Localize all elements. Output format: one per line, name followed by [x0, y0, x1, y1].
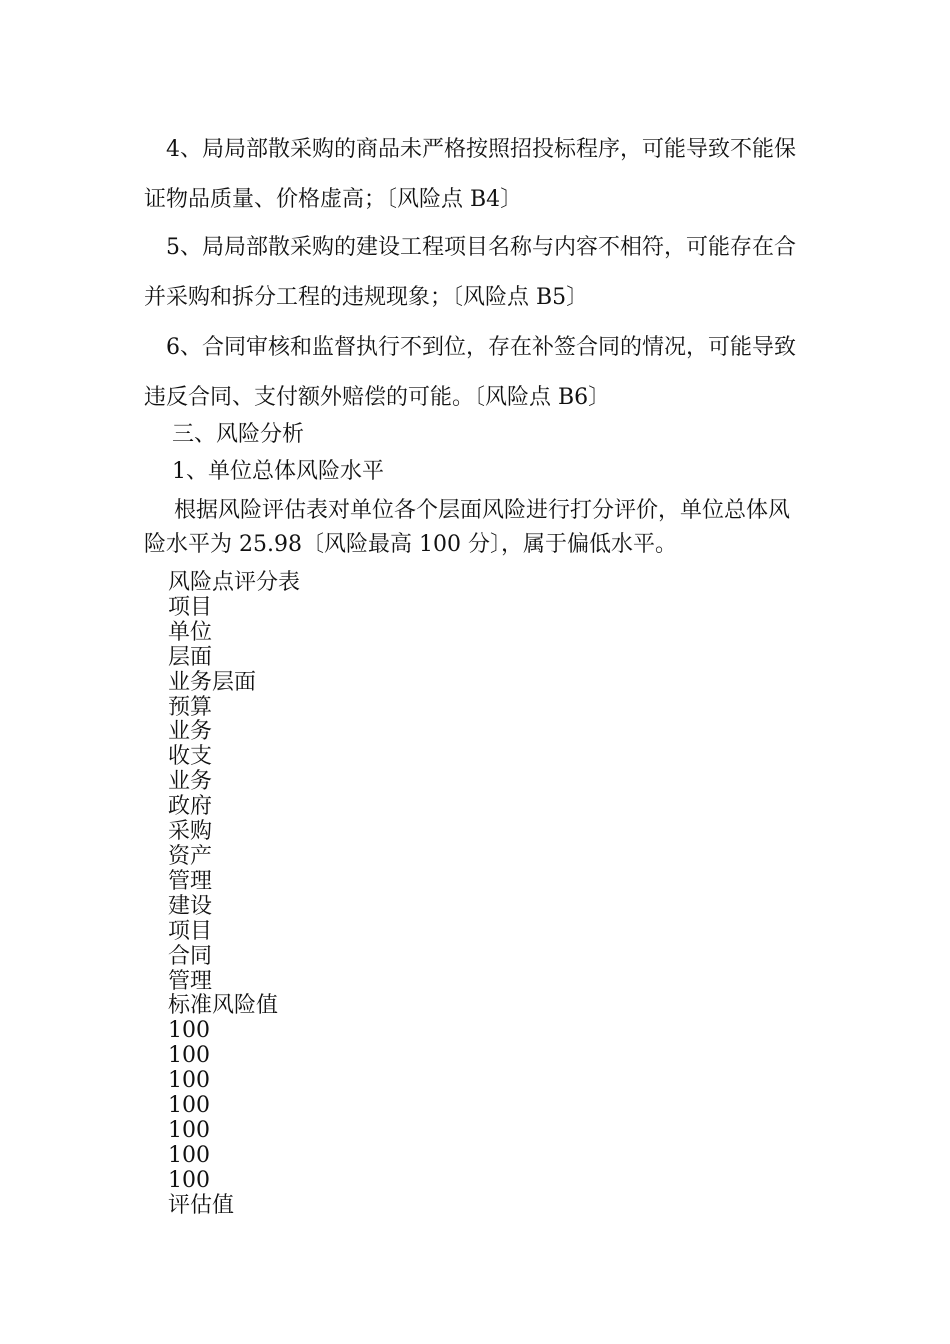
row-label: 资产	[168, 843, 213, 869]
standard-value: 100	[168, 1018, 210, 1044]
risk-score-table	[168, 571, 300, 1219]
risk-point-b6: 6、合同审核和监督执行不到位，存在补签合同的情况，可能导致违反合同、支付额外赔偿的可能。〔风险点 B6〕	[144, 335, 796, 410]
risk-point-b4: 4、局局部散采购的商品未严格按照招投标程序，可能导致不能保证物品质量、价格虚高；〔风险点 B4〕	[144, 137, 796, 212]
row-label: 单位	[168, 619, 213, 645]
row-label: 预算	[168, 694, 213, 720]
subsection-heading: 1、单位总体风险水平	[172, 459, 384, 484]
row-label: 项目	[168, 918, 213, 944]
standard-value-label: 标准风险值	[168, 993, 279, 1019]
row-label: 管理	[168, 868, 213, 894]
row-label: 建设	[168, 893, 213, 919]
standard-value: 100	[168, 1142, 210, 1168]
row-label: 合同	[168, 943, 213, 969]
row-label: 收支	[168, 744, 213, 770]
row-label: 管理	[168, 968, 213, 994]
summary-paragraph: 根据风险评估表对单位各个层面风险进行打分评价，单位总体风险水平为 25.98〔风险最高 100 分〕，属于偏低水平。	[144, 498, 791, 557]
standard-value: 100	[168, 1068, 210, 1094]
standard-value: 100	[168, 1167, 210, 1193]
risk-point-b5: 5、局局部散采购的建设工程项目名称与内容不相符，可能存在合并采购和拆分工程的违规现象；〔风险点 B5〕	[144, 235, 796, 310]
row-label: 采购	[168, 819, 213, 845]
table-header: 项目	[168, 594, 213, 620]
section-heading: 三、风险分析	[172, 422, 305, 447]
standard-value: 100	[168, 1043, 210, 1069]
row-label: 业务	[168, 719, 213, 745]
standard-value: 100	[168, 1093, 210, 1119]
assessed-value-label: 评估值	[168, 1192, 235, 1218]
row-label: 层面	[168, 644, 213, 670]
row-label: 业务层面	[168, 669, 257, 695]
table-title: 风险点评分表	[168, 570, 301, 595]
row-label: 业务	[168, 769, 213, 795]
standard-value: 100	[168, 1117, 210, 1143]
row-label: 政府	[168, 794, 213, 820]
